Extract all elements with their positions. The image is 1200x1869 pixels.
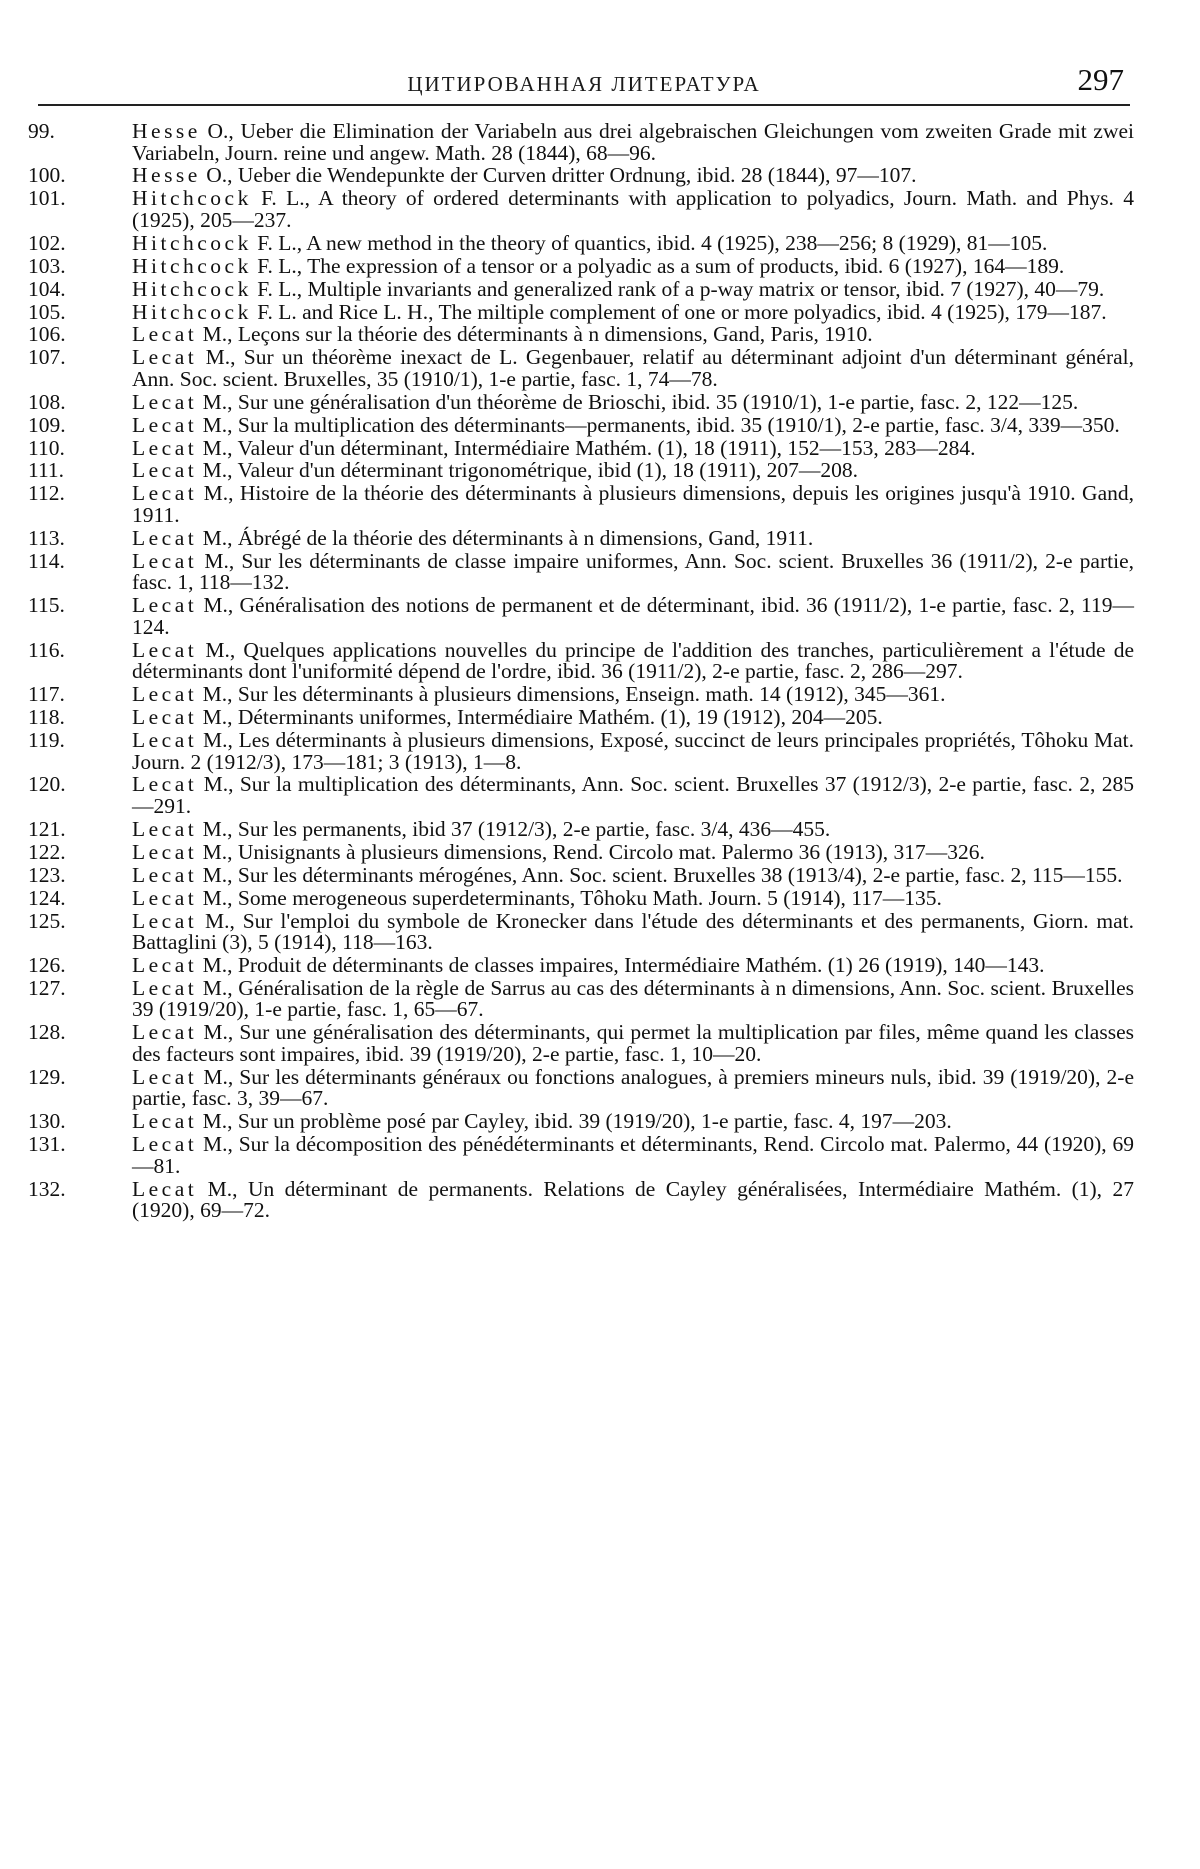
reference-entry [28,885,1134,910]
reference-author: Lecat [132,839,198,864]
reference-text: M., Les déterminants à plusieurs dimensions, Exposé, succinct de leurs principales propriétés, Tôhoku Mat. Journ. 2 (1912/3), 173—181; 3 (1913), 1—8. [132,727,1134,774]
reference-number: 109. [28,412,66,437]
reference-text: M., Sur une généralisation d'un théorème de Brioschi, ibid. 35 (1910/1), 1-e partie, fasc. 2, 122—125. [197,389,1079,414]
reference-list [28,121,1134,1223]
reference-number: 107. [28,345,66,370]
reference-author: Lecat [132,345,198,370]
reference-entry [28,774,1134,817]
reference-number: 132. [28,1176,66,1201]
reference-text: M., Valeur d'un déterminant, Intermédiaire Mathém. (1), 18 (1911), 152—153, 283—284. [197,435,976,460]
reference-entry [28,1176,1134,1223]
reference-entry [28,862,1134,887]
reference-entry [28,389,1134,414]
reference-entry [28,165,1134,187]
reference-text: M., Généralisation de la règle de Sarrus au cas des déterminants à n dimensions, Ann. Soc. scient. Bruxelles 39 (1919/20), 1-e partie, fasc. 1, 65—67. [132,975,1134,1022]
reference-number: 131. [28,1132,66,1157]
reference-text: M., Sur les permanents, ibid 37 (1912/3), 2-e partie, fasc. 3/4, 436—455. [197,816,831,841]
reference-author: Lecat [132,952,198,977]
reference-text: M., Sur une généralisation des déterminants, qui permet la multiplication par files, même quand les classes des facteurs sont impaires, ibid. 39 (1919/20), 2-e partie, fasc. 1, 10—20. [132,1020,1134,1066]
reference-entry [28,253,1134,278]
reference-author: Lecat [132,772,198,797]
reference-number: 128. [28,1020,66,1045]
reference-author: Lecat [132,908,198,933]
reference-author: Lecat [132,682,198,707]
reference-text: M., Généralisation des notions de permanent et de déterminant, ibid. 36 (1911/2), 1-e partie, fasc. 2, 119—124. [132,593,1134,639]
reference-author: Hitchcock [132,299,252,324]
reference-number: 123. [28,862,66,887]
reference-number: 122. [28,839,66,864]
reference-text: M., Sur les déterminants mérogénes, Ann. Soc. scient. Bruxelles 38 (1913/4), 2-e partie, fasc. 2, 115—155. [197,862,1123,887]
reference-text: F. L. and Rice L. H., The miltiple complement of one or more polyadics, ibid. 4 (1925), 179—187. [251,299,1107,324]
reference-number: 110. [28,435,65,460]
reference-text: M., Sur la décomposition des pénédéterminants et déterminants, Rend. Circolo mat. Palermo, 44 (1920), 69—81. [132,1132,1134,1178]
reference-entry [28,1064,1134,1111]
reference-number: 114. [28,548,65,573]
reference-text: M., Sur les déterminants de classe impaire uniformes, Ann. Soc. scient. Bruxelles 36 (1911/2), 2-e partie, fasc. 1, 118—132. [132,548,1134,595]
reference-number: 125. [28,908,66,933]
reference-number: 111. [28,458,65,483]
running-title: ЦИТИРОВАННАЯ ЛИТЕРАТУРА [407,72,761,96]
reference-entry [28,460,1134,482]
reference-number: 105. [28,299,66,324]
reference-text: M., Sur la multiplication des déterminants, Ann. Soc. scient. Bruxelles 37 (1912/3), 2-e partie, fasc. 2, 285—291. [132,772,1134,819]
reference-number: 130. [28,1109,66,1134]
reference-entry [28,230,1134,255]
reference-author: Lecat [132,481,198,506]
reference-author: Lecat [132,862,198,887]
reference-author: Hesse [132,163,201,188]
reference-text: M., Un déterminant de permanents. Relations de Cayley généralisées, Intermédiaire Mathém. (1), 27 (1920), 69—72. [132,1176,1134,1223]
reference-text: M., Sur un théorème inexact de L. Gegenbauer, relatif au déterminant adjoint d'un déterminant général, Ann. Soc. scient. Bruxelles, 35 (1910/1), 1-e partie, fasc. 1, 74—78. [132,345,1134,391]
reference-number: 124. [28,885,66,910]
reference-text: M., Produit de déterminants de classes impaires, Intermédiaire Mathém. (1) 26 (1919), 140—143. [197,952,1045,977]
reference-text: M., Déterminants uniformes, Intermédiaire Mathém. (1), 19 (1912), 204—205. [197,705,883,730]
reference-text: M., Sur les déterminants à plusieurs dimensions, Enseign. math. 14 (1912), 345—361. [197,682,946,707]
reference-author: Lecat [132,885,198,910]
reference-number: 119. [28,727,65,752]
reference-author: Lecat [132,389,198,414]
reference-number: 129. [28,1064,66,1089]
reference-author: Hitchcock [132,186,252,211]
reference-entry [28,483,1134,526]
reference-entry [28,1134,1134,1177]
reference-author: Lecat [132,322,198,347]
reference-author: Lecat [132,705,198,730]
reference-author: Lecat [132,1109,198,1134]
reference-entry [28,276,1134,301]
reference-text: M., Leçons sur la théorie des déterminants à n dimensions, Gand, Paris, 1910. [197,322,873,347]
reference-author: Lecat [132,975,198,1000]
reference-text: M., Sur l'emploi du symbole de Kronecker dans l'étude des déterminants et des permanents, Giorn. mat. Battaglini (3), 5 (1914), 118—163. [132,908,1134,955]
reference-author: Lecat [132,637,198,662]
reference-author: Lecat [132,727,198,752]
reference-entry [28,684,1134,706]
reference-text: F. L., The expression of a tensor or a polyadic as a sum of products, ibid. 6 (1927), 164—189. [251,253,1065,278]
reference-number: 116. [28,637,65,662]
reference-number: 99. [28,119,55,143]
reference-author: Lecat [132,593,198,618]
reference-text: F. L., A theory of ordered determinants with application to polyadics, Journ. Math. and Phys. 4 (1925), 205—237. [132,186,1134,232]
reference-number: 104. [28,276,66,301]
reference-text: M., Histoire de la théorie des déterminants à plusieurs dimensions, depuis les origines jusqu'à 1910. Gand, 1911. [132,481,1134,527]
reference-entry [28,525,1134,550]
reference-author: Hitchcock [132,253,252,278]
reference-text: M., Unisignants à plusieurs dimensions, Rend. Circolo mat. Palermo 36 (1913), 317—326. [197,839,985,864]
reference-entry [28,975,1134,1022]
reference-text: O., Ueber die Elimination der Variabeln aus drei algebraischen Gleichungen vom zweiten Grade mit zwei Variabeln, Journ. reine und angew. Math. 28 (1844), 68—96. [132,119,1134,165]
reference-author: Hitchcock [132,276,252,301]
reference-number: 106. [28,322,66,347]
reference-author: Lecat [132,1064,198,1089]
reference-number: 115. [28,593,65,618]
reference-entry [28,188,1134,231]
reference-number: 113. [28,525,65,550]
reference-entry [28,637,1134,684]
reference-entry [28,121,1134,164]
reference-entry [28,727,1134,774]
reference-author: Lecat [132,458,198,483]
reference-number: 101. [28,186,66,211]
reference-text: M., Some merogeneous superdeterminants, Tôhoku Math. Journ. 5 (1914), 117—135. [197,885,942,910]
reference-entry [28,548,1134,595]
reference-text: F. L., Multiple invariants and generalized rank of a p-way matrix or tensor, ibid. 7 (1927), 40—79. [251,276,1105,301]
reference-author: Hitchcock [132,230,252,255]
reference-number: 121. [28,816,66,841]
reference-text: F. L., A new method in the theory of quantics, ibid. 4 (1925), 238—256; 8 (1929), 81—105. [251,230,1048,255]
reference-entry [28,1022,1134,1065]
reference-entry [28,707,1134,729]
reference-number: 126. [28,952,66,977]
reference-entry [28,347,1134,390]
reference-entry [28,952,1134,977]
reference-number: 100. [28,163,66,188]
reference-number: 120. [28,772,66,797]
reference-entry [28,595,1134,638]
reference-text: M., Quelques applications nouvelles du principe de l'addition des tranches, particulièrement a l'étude de déterminants dont l'uniformité dépend de l'ordre, ibid. 36 (1911/2), 2-e partie, fasc. 2, 286—297. [132,637,1134,684]
reference-author: Hesse [132,119,201,143]
reference-author: Lecat [132,1020,198,1045]
reference-text: M., Ábrégé de la théorie des déterminants à n dimensions, Gand, 1911. [197,525,814,550]
reference-text: M., Valeur d'un déterminant trigonométrique, ibid (1), 18 (1911), 207—208. [197,458,858,483]
reference-entry [28,908,1134,955]
reference-author: Lecat [132,525,198,550]
reference-number: 117. [28,682,65,707]
reference-number: 102. [28,230,66,255]
reference-entry [28,435,1134,460]
reference-text: M., Sur un problème posé par Cayley, ibid. 39 (1919/20), 1-e partie, fasc. 4, 197—203. [197,1109,952,1134]
reference-entry [28,816,1134,841]
reference-entry [28,1111,1134,1133]
reference-number: 118. [28,705,65,730]
reference-author: Lecat [132,816,198,841]
reference-author: Lecat [132,435,198,460]
reference-text: M., Sur les déterminants généraux ou fonctions analogues, à premiers mineurs nuls, ibid. 39 (1919/20), 2-e partie, fasc. 3, 39—67. [132,1064,1134,1111]
reference-text: M., Sur la multiplication des déterminants—permanents, ibid. 35 (1910/1), 2-e partie, fasc. 3/4, 339—350. [197,412,1120,437]
reference-number: 112. [28,481,65,506]
reference-entry [28,324,1134,346]
reference-text: O., Ueber die Wendepunkte der Curven dritter Ordnung, ibid. 28 (1844), 97—107. [200,163,917,188]
reference-entry [28,299,1134,324]
reference-author: Lecat [132,1132,198,1157]
reference-number: 103. [28,253,66,278]
running-head [38,58,1130,106]
page-number: 297 [1077,62,1124,97]
reference-author: Lecat [132,1176,198,1201]
reference-number: 108. [28,389,66,414]
reference-entry [28,412,1134,437]
reference-number: 127. [28,975,66,1000]
reference-author: Lecat [132,412,198,437]
reference-entry [28,839,1134,864]
reference-author: Lecat [132,548,198,573]
